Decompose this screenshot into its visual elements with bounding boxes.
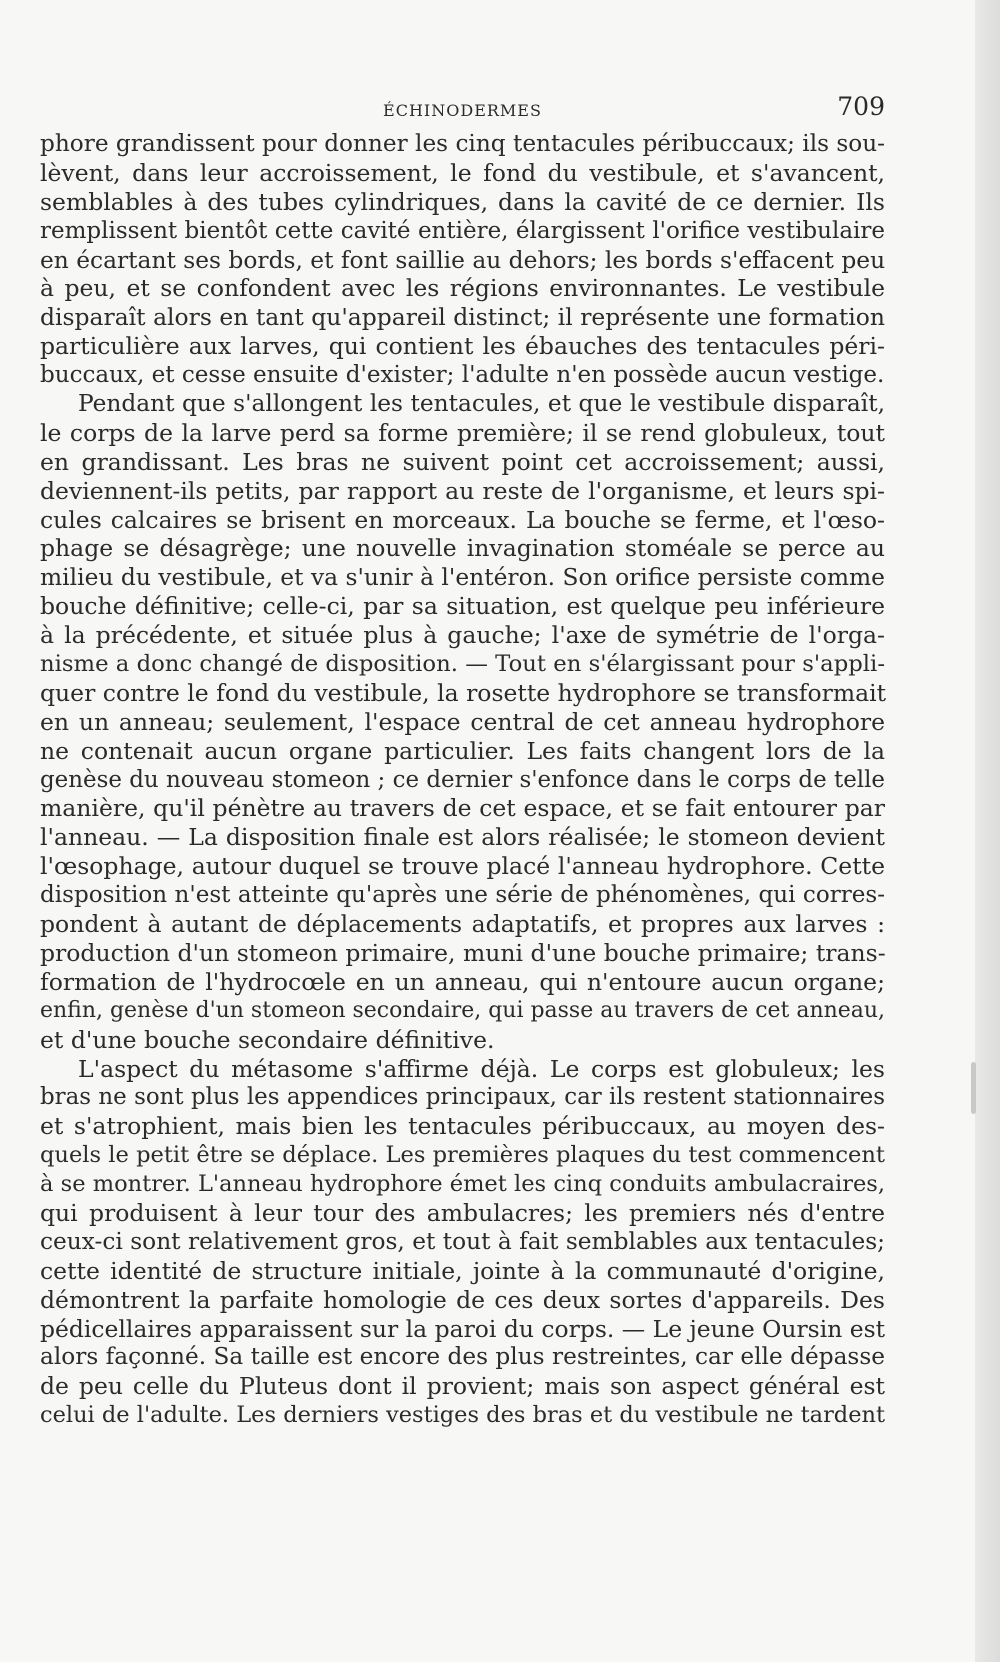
text-line: milieu du vestibule, et va s'unir à l'entéron. Son orifice persiste comme xyxy=(40,563,885,592)
text-line: l'œsophage, autour duquel se trouve placé l'anneau hydrophore. Cette xyxy=(40,852,885,881)
text-line: à se montrer. L'anneau hydrophore émet les cinq conduits ambulacraires, xyxy=(40,1171,885,1198)
running-head-title: ÉCHINODERMES xyxy=(383,101,542,120)
text-line: disposition n'est atteinte qu'après une série de phénomènes, qui corres- xyxy=(40,882,885,909)
page-edge-shadow xyxy=(975,0,1000,1662)
text-line: l'anneau. — La disposition finale est alors réalisée; le stomeon devient xyxy=(40,823,885,852)
text-line: production d'un stomeon primaire, muni d'une bouche primaire; trans- xyxy=(40,938,886,967)
text-line: à peu, et se confondent avec les régions environnantes. Le vestibule xyxy=(40,274,885,303)
body-text xyxy=(40,130,885,1430)
text-line: en écartant ses bords, et font saillie au dehors; les bords s'effacent peu xyxy=(40,245,886,274)
text-line: et s'atrophient, mais bien les tentacules péribuccaux, au moyen des- xyxy=(40,1112,885,1141)
text-line: pédicellaires apparaissent sur la paroi du corps. — Le jeune Oursin est xyxy=(40,1314,886,1343)
paragraph-first-line: Pendant que s'allongent les tentacules, et que le vestibule disparaît, xyxy=(78,390,885,418)
text-line: buccaux, et cesse ensuite d'exister; l'adulte n'en possède aucun vestige. xyxy=(40,362,885,389)
text-line: quer contre le fond du vestibule, la rosette hydrophore se transformait xyxy=(40,678,887,707)
text-line: lèvent, dans leur accroissement, le fond du vestibule, et s'avancent, xyxy=(40,158,885,187)
text-line: en un anneau; seulement, l'espace central de cet anneau hydrophore xyxy=(40,707,885,736)
text-line: genèse du nouveau stomeon ; ce dernier s'enfonce dans le corps de telle xyxy=(40,766,885,793)
text-line: particulière aux larves, qui contient les ébauches des tentacules péri- xyxy=(40,332,885,361)
text-line: deviennent-ils petits, par rapport au reste de l'organisme, et leurs spi- xyxy=(40,476,885,505)
text-line: phore grandissent pour donner les cinq tentacules péribuccaux; ils sou- xyxy=(40,130,886,157)
text-line: enfin, genèse d'un stomeon secondaire, qui passe au travers de cet anneau, xyxy=(40,997,886,1023)
text-line: remplissent bientôt cette cavité entière, élargissent l'orifice vestibulaire xyxy=(40,217,885,244)
text-line: alors façonné. Sa taille est encore des plus restreintes, car elle dépasse xyxy=(40,1343,885,1371)
text-line: formation de l'hydrocœle en un anneau, qui n'entoure aucun organe; xyxy=(40,967,885,996)
text-line: manière, qu'il pénètre au travers de cet espace, et se fait entourer par xyxy=(40,794,885,823)
text-line: ceux-ci sont relativement gros, et tout à fait semblables aux tentacules; xyxy=(40,1227,885,1255)
text-line: quels le petit être se déplace. Les premières plaques du test commencent xyxy=(40,1142,885,1169)
text-line: en grandissant. Les bras ne suivent point cet accroissement; aussi, xyxy=(40,447,885,476)
text-line: bras ne sont plus les appendices principaux, car ils restent stationnaires xyxy=(40,1084,885,1111)
running-head xyxy=(40,92,885,124)
text-line: cules calcaires se brisent en morceaux. La bouche se ferme, et l'œso- xyxy=(40,505,885,534)
text-line: qui produisent à leur tour des ambulacres; les premiers nés d'entre xyxy=(40,1198,885,1227)
text-line: bouche définitive; celle-ci, par sa situation, est quelque peu inférieure xyxy=(40,592,885,621)
text-line: démontrent la parfaite homologie de ces deux sortes d'appareils. Des xyxy=(40,1285,885,1314)
text-line: à la précédente, et située plus à gauche; l'axe de symétrie de l'orga- xyxy=(40,621,885,650)
text-line: cette identité de structure initiale, jointe à la communauté d'origine, xyxy=(40,1256,885,1285)
text-line: celui de l'adulte. Les derniers vestiges des bras et du vestibule ne tardent xyxy=(40,1402,885,1429)
page-number: 709 xyxy=(837,92,885,121)
text-line: pondent à autant de déplacements adaptatifs, et propres aux larves : xyxy=(40,910,885,939)
text-line: phage se désagrège; une nouvelle invagination stoméale se perce au xyxy=(40,534,885,563)
page-edge-mark xyxy=(971,1062,976,1114)
text-line: et d'une bouche secondaire définitive. xyxy=(40,1025,495,1054)
text-line: nisme a donc changé de disposition. — Tout en s'élargissant pour s'appli- xyxy=(40,651,885,678)
text-line: le corps de la larve perd sa forme première; il se rend globuleux, tout xyxy=(40,418,885,447)
text-line: semblables à des tubes cylindriques, dans la cavité de ce dernier. Ils xyxy=(40,187,885,216)
text-line: de peu celle du Pluteus dont il provient; mais son aspect général est xyxy=(40,1372,885,1401)
text-line: ne contenait aucun organe particulier. Les faits changent lors de la xyxy=(40,736,885,765)
paragraph-first-line: L'aspect du métasome s'affirme déjà. Le corps est globuleux; les xyxy=(78,1054,885,1083)
text-line: disparaît alors en tant qu'appareil distinct; il représente une formation xyxy=(40,303,885,332)
